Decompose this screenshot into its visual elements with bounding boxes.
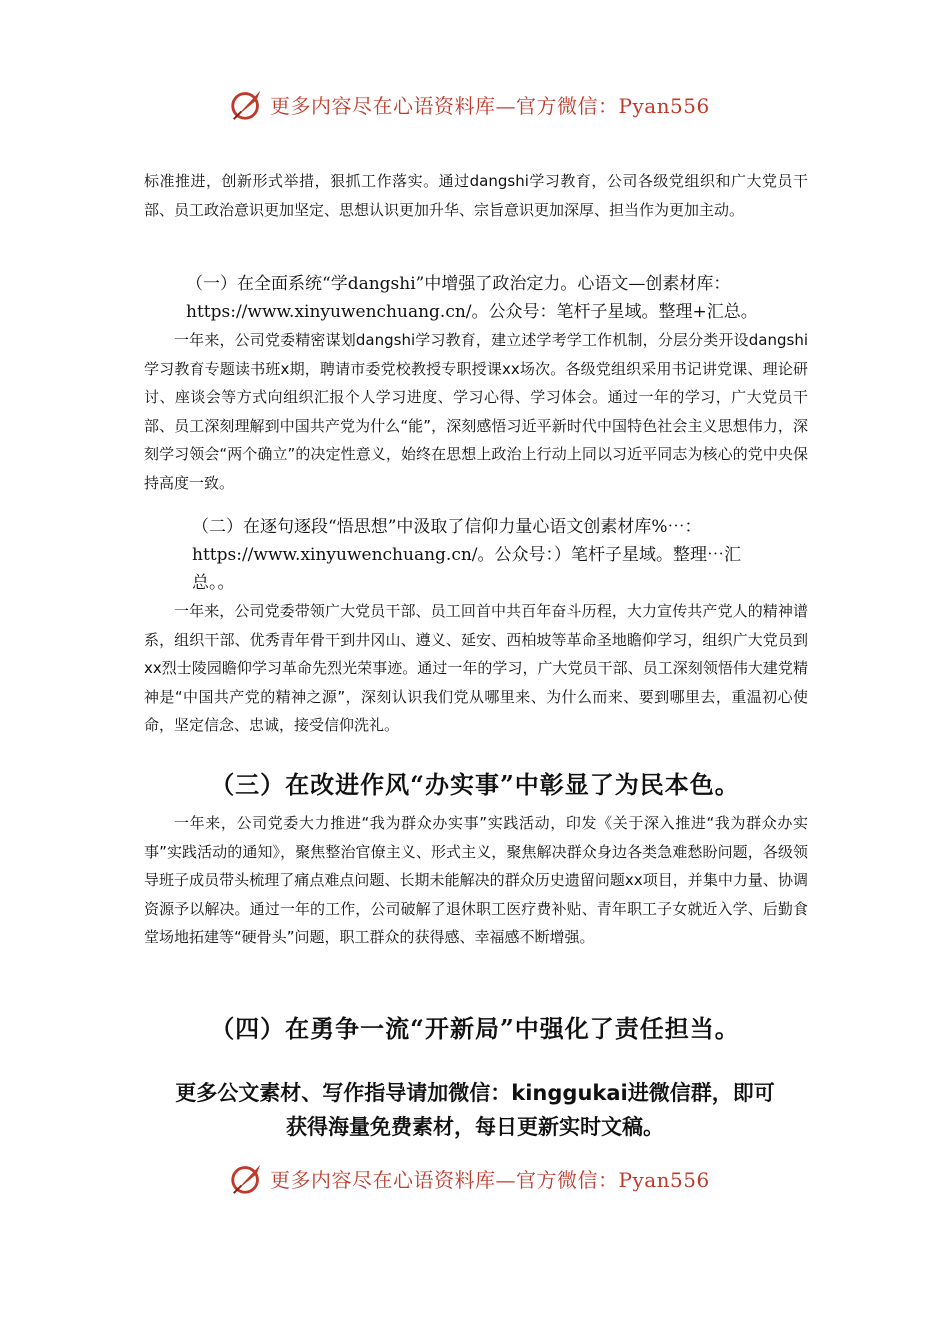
section2-body: 一年来，公司党委带领广大党员干部、员工回首中共百年奋斗历程，大力宣传共产党人的精神谱系，组织干部、优秀青年骨干到井冈山、遵义、延安、西柏坡等革命圣地瞻仰学习，组织广大党员到xx烈士陵园瞻仰学习革命先烈光荣事迹。通过一年的学习，广大党员干部、员工深刻领悟伟大建党精神是“中国共产党的精神之源”，深刻认识我们党从哪里来、为什么而来、要到哪里去，重温初心使命，坚定信念、忠诚，接受信仰洗礼。 [144, 602, 808, 734]
banner-separator: — [495, 93, 516, 118]
quill-logo-icon [228, 1159, 266, 1197]
section1-body: 一年来，公司党委精密谋划dangshi学习教育，建立述学考学工作机制，分层分类开设dangshi学习教育专题读书班x期，聘请市委党校教授专职授课xx场次。各级党组织采用书记讲党课、理论研讨、座谈会等方式向组织汇报个人学习进度、学习心得、学习体会。通过一年的学习，广大党员干部、员工深刻理解到中国共产党为什么“能”，深刻感悟习近平新时代中国特色社会主义思想伟力，深刻学习领会“两个确立”的决定性意义，始终在思想上政治上行动上同以习近平同志为核心的党中央保持高度一致。 [144, 331, 808, 492]
intro-paragraph: 标准推进，创新形式举措，狠抓工作落实。通过dangshi学习教育，公司各级党组织和广大党员干部、员工政治意识更加坚定、思想认识更加升华、宗旨意识更加深厚、担当作为更加主动。 [144, 172, 808, 219]
banner-wechat: 官方微信：Pyan556 [516, 1167, 710, 1192]
footer-watermark-banner [228, 1158, 728, 1198]
section4-heading: （四）在勇争一流“开新局”中强化了责任担当。 [210, 1014, 740, 1043]
header-watermark-banner [228, 84, 728, 124]
section2-heading-line2: https://www.xinyuwenchuang.cn/。公众号：）笔杆子星域。整理⋯汇 [192, 545, 742, 565]
quill-logo-icon [228, 85, 266, 123]
banner-text [270, 1164, 710, 1193]
banner-title: 更多内容尽在心语资料库 [270, 1167, 496, 1192]
banner-title: 更多内容尽在心语资料库 [270, 93, 496, 118]
section1-heading-line1: （一）在全面系统“学dangshi”中增强了政治定力。心语文—创素材库： [186, 274, 731, 294]
section1-heading-line2: https://www.xinyuwenchuang.cn/。公众号：笔杆子星域。整理+汇总。 [186, 302, 758, 322]
banner-separator: — [495, 1167, 516, 1192]
notice-line1: 更多公文素材、写作指导请加微信：kinggukai进微信群，即可 [175, 1081, 775, 1105]
section3-heading: （三）在改进作风“办实事”中彰显了为民本色。 [210, 770, 740, 799]
section2-heading-line3: 总。。 [192, 573, 235, 593]
notice-line2: 获得海量免费素材，每日更新实时文稿。 [286, 1115, 664, 1139]
banner-wechat: 官方微信：Pyan556 [516, 93, 710, 118]
section3-body: 一年来，公司党委大力推进“我为群众办实事”实践活动，印发《关于深入推进“我为群众办实事”实践活动的通知》，聚焦整治官僚主义、形式主义，聚焦解决群众身边各类急难愁盼问题，各级领导班子成员带头梳理了痛点难点问题、长期未能解决的群众历史遗留问题xx项目，并集中力量、协调资源予以解决。通过一年的工作，公司破解了退休职工医疗费补贴、青年职工子女就近入学、后勤食堂场地拓建等“硬骨头”问题，职工群众的获得感、幸福感不断增强。 [144, 814, 808, 946]
section2-heading-line1: （二）在逐句逐段“悟思想”中汲取了信仰力量心语文创素材库%⋯： [192, 517, 702, 537]
banner-text [270, 90, 710, 119]
